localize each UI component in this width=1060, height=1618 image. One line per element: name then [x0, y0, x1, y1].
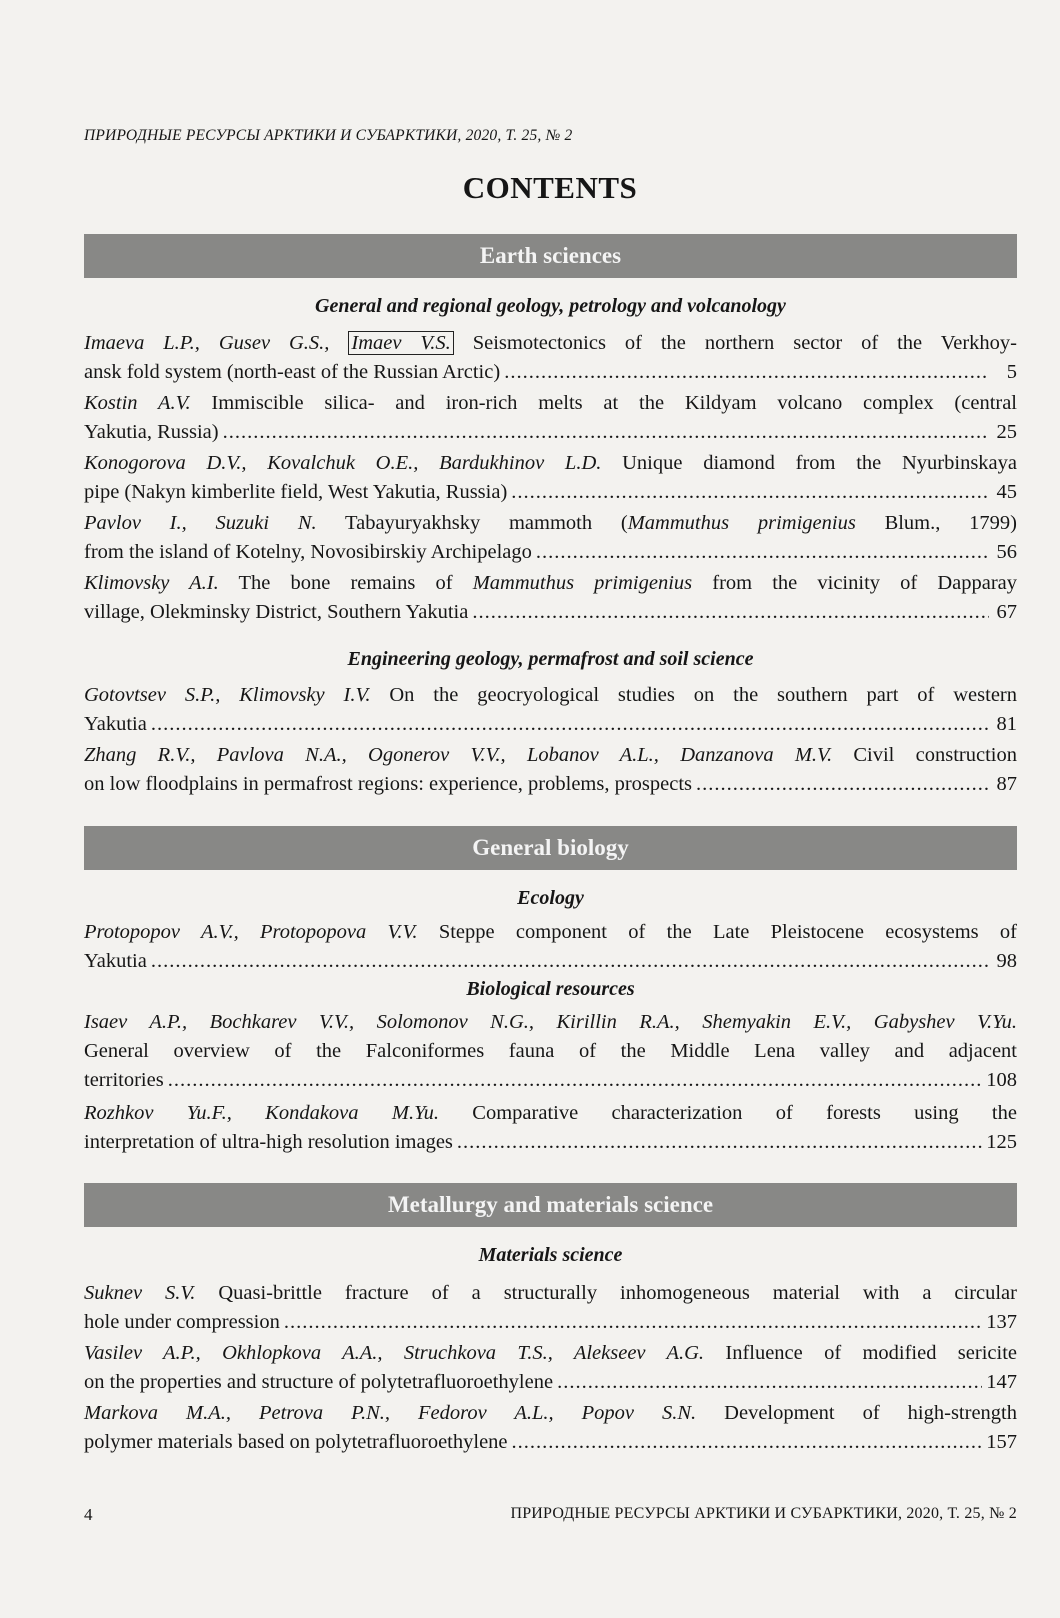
- page-number: 108: [986, 1069, 1017, 1091]
- toc-entry[interactable]: Klimovsky A.I. The bone remains of Mammuthus primigenius from the vicinity of Dapparay village, Olekminsky District, Southern Yakutia ..... 67: [84, 569, 1017, 627]
- leader-dots: [472, 598, 989, 627]
- leader-dots: [536, 538, 989, 567]
- leader-dots: [512, 1428, 983, 1457]
- page-title: CONTENTS: [462, 170, 638, 205]
- subsection-heading: Materials science: [478, 1244, 623, 1266]
- toc-entry[interactable]: Vasilev A.P., Okhlopkova A.A., Struchkova T.S., Alekseev A.G. Influence of modified sericite on the properties and structure of polytetrafluoroethylene ..... 147: [84, 1339, 1017, 1397]
- leader-dots: [151, 710, 989, 739]
- toc-entry[interactable]: Protopopov A.V., Protopopova V.V. Steppe component of the Late Pleistocene ecosystems of Yakutia ..... 98: [84, 918, 1017, 976]
- page-number: 67: [996, 601, 1017, 623]
- subsection-heading: Engineering geology, permafrost and soil science: [347, 648, 754, 670]
- page-number: 56: [996, 541, 1017, 563]
- subsection-heading: Ecology: [517, 887, 584, 909]
- toc-entry[interactable]: Isaev A.P., Bochkarev V.V., Solomonov N.G., Kirillin R.A., Shemyakin E.V., Gabyshev V.Yu. General overview of the Falconiformes fauna of the Middle Lena valley and adjacent territories ..... 108: [84, 1008, 1017, 1095]
- page-number: 147: [986, 1371, 1017, 1393]
- page-number: 137: [986, 1311, 1017, 1333]
- toc-entry[interactable]: Markova M.A., Petrova P.N., Fedorov A.L., Popov S.N. Development of high-strength polymer materials based on polytetrafluoroethylene ..... 157: [84, 1399, 1017, 1457]
- page-number: 87: [996, 773, 1017, 795]
- page-number: 25: [996, 421, 1017, 443]
- page-number: 81: [996, 713, 1017, 735]
- page-number: 5: [1006, 361, 1017, 383]
- toc-entry[interactable]: Zhang R.V., Pavlova N.A., Ogonerov V.V., Lobanov A.L., Danzanova M.V. Civil construction on low floodplains in permafrost regions: experience, problems, prospects ..... 87: [84, 741, 1017, 799]
- leader-dots: [511, 478, 989, 507]
- toc-entry[interactable]: Suknev S.V. Quasi-brittle fracture of a structurally inhomogeneous material with a circular hole under compression ..... 137: [84, 1279, 1017, 1337]
- leader-dots: [223, 418, 989, 447]
- leader-dots: [504, 358, 989, 387]
- toc-entry[interactable]: Konogorova D.V., Kovalchuk O.E., Bardukhinov L.D. Unique diamond from the Nyurbinskaya pipe (Nakyn kimberlite field, West Yakutia, Russia) ..... 45: [84, 449, 1017, 507]
- subsection-heading: General and regional geology, petrology and volcanology: [315, 295, 786, 317]
- page-number: 45: [996, 481, 1017, 503]
- subsection-heading: Biological resources: [466, 978, 635, 1000]
- boxed-author: Imaev V.S.: [348, 331, 453, 355]
- toc-entry[interactable]: Rozhkov Yu.F., Kondakova M.Yu. Comparative characterization of forests using the interpretation of ultra-high resolution images ..... 125: [84, 1099, 1017, 1157]
- toc-entry[interactable]: Kostin A.V. Immiscible silica- and iron-rich melts at the Kildyam volcano complex (central Yakutia, Russia) ..... 25: [84, 389, 1017, 447]
- leader-dots: [168, 1066, 983, 1095]
- toc-entry[interactable]: Imaeva L.P., Gusev G.S., Imaev V.S. Seismotectonics of the northern sector of the Verkhoy- ansk fold system (north-east of the Russian Arctic) ..... 5: [84, 329, 1017, 387]
- footer-page-number: 4: [84, 1505, 93, 1524]
- page-number: 98: [996, 950, 1017, 972]
- leader-dots: [557, 1368, 982, 1397]
- toc-entry[interactable]: Pavlov I., Suzuki N. Tabayuryakhsky mammoth (Mammuthus primigenius Blum., 1799) from the island of Kotelny, Novosibirskiy Archipelago ..... 56: [84, 509, 1017, 567]
- leader-dots: [284, 1308, 982, 1337]
- page-number: 157: [986, 1431, 1017, 1453]
- leader-dots: [457, 1128, 982, 1157]
- footer-journal: ПРИРОДНЫЕ РЕСУРСЫ АРКТИКИ И СУБАРКТИКИ, 2020, Т. 25, № 2: [510, 1505, 1017, 1522]
- section-heading-general-biology: General biology: [84, 826, 1017, 870]
- toc-entry[interactable]: Gotovtsev S.P., Klimovsky I.V. On the geocryological studies on the southern part of western Yakutia ..... 81: [84, 681, 1017, 739]
- section-heading-earth-sciences: Earth sciences: [84, 234, 1017, 278]
- page-number: 125: [986, 1131, 1017, 1153]
- section-heading-metallurgy: Metallurgy and materials science: [84, 1183, 1017, 1227]
- leader-dots: [151, 947, 989, 976]
- leader-dots: [696, 770, 989, 799]
- running-head: ПРИРОДНЫЕ РЕСУРСЫ АРКТИКИ И СУБАРКТИКИ, 2020, Т. 25, № 2: [84, 127, 573, 144]
